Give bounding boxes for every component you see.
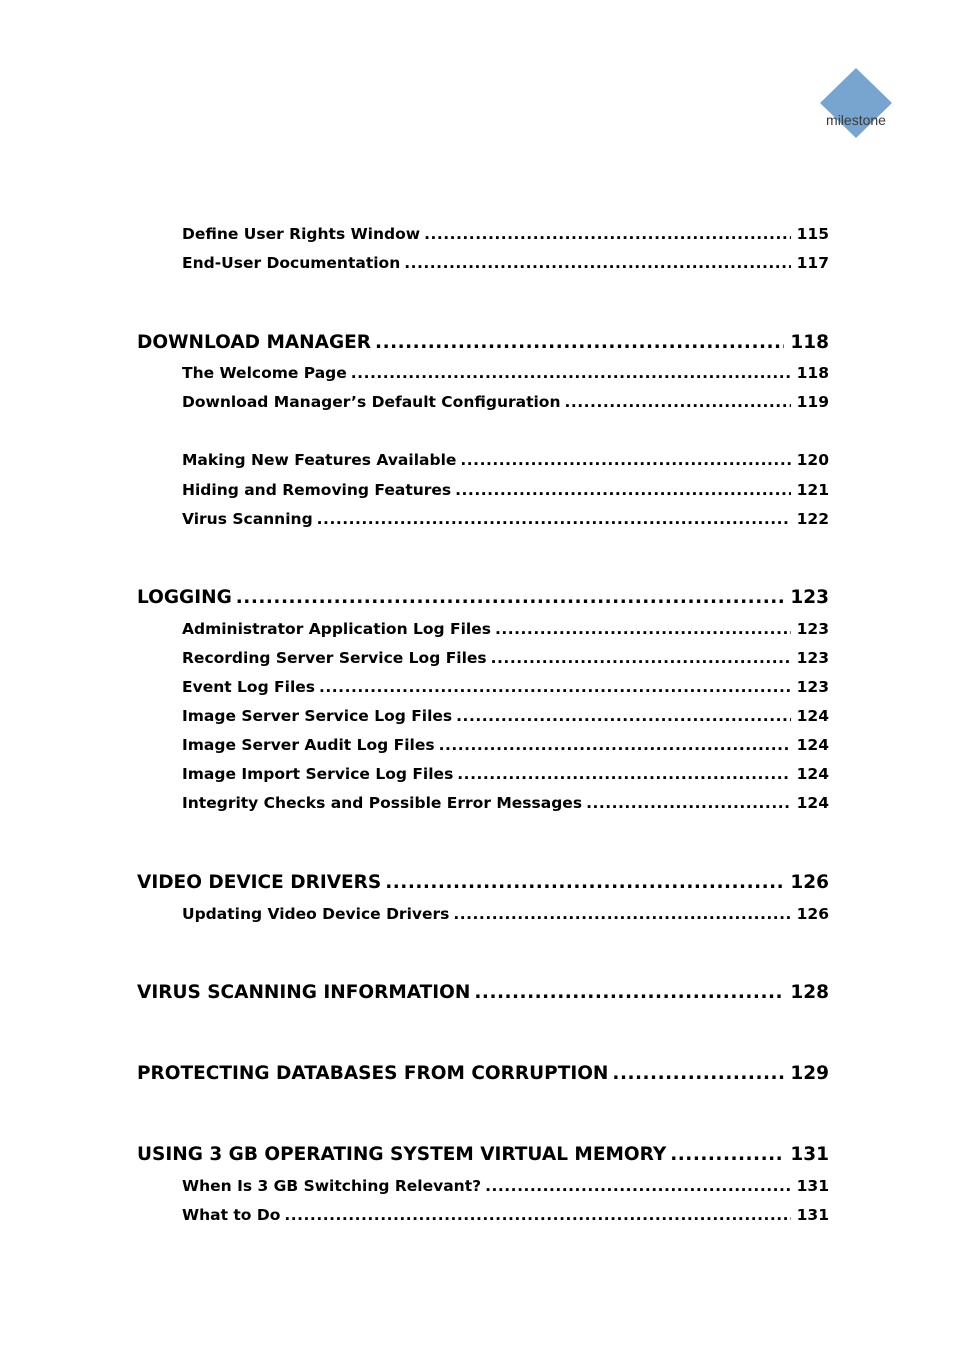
- toc-leader-dots: [439, 736, 791, 754]
- toc-leader-dots: [565, 393, 791, 411]
- toc-page-number: 124: [796, 765, 829, 783]
- toc-page-number: 126: [790, 872, 829, 893]
- toc-leader-dots: [460, 451, 790, 469]
- toc-entry-title: VIDEO DEVICE DRIVERS: [137, 872, 382, 893]
- toc-section-entry[interactable]: [182, 707, 829, 729]
- toc-leader-dots: [236, 587, 785, 608]
- toc-page-number: 129: [790, 1063, 829, 1084]
- toc-chapter-entry[interactable]: [137, 872, 829, 898]
- toc-page-number: 131: [796, 1206, 829, 1224]
- toc-section-entry[interactable]: [182, 1177, 829, 1199]
- toc-entry-title: Recording Server Service Log Files: [182, 649, 487, 667]
- toc-chapter-entry[interactable]: [137, 1144, 829, 1170]
- toc-section-entry[interactable]: [182, 620, 829, 642]
- toc-section-entry[interactable]: [182, 765, 829, 787]
- toc-section-entry[interactable]: [182, 736, 829, 758]
- toc-entry-title: VIRUS SCANNING INFORMATION: [137, 982, 471, 1003]
- toc-leader-dots: [455, 481, 790, 499]
- toc-entry-title: Event Log Files: [182, 678, 316, 696]
- toc-page-number: 124: [796, 794, 829, 812]
- toc-page-number: 123: [796, 649, 829, 667]
- toc-page-number: 123: [796, 620, 829, 638]
- toc-page-number: 124: [796, 736, 829, 754]
- toc-page-number: 131: [790, 1144, 829, 1165]
- toc-section-entry[interactable]: [182, 794, 829, 816]
- toc-entry-title: Integrity Checks and Possible Error Messages: [182, 794, 583, 812]
- toc-section-entry[interactable]: [182, 451, 829, 473]
- logo-wordmark: milestone: [826, 112, 886, 128]
- milestone-diamond-icon: [818, 66, 894, 140]
- toc-entry-title: Image Server Service Log Files: [182, 707, 453, 725]
- toc-leader-dots: [612, 1063, 784, 1084]
- toc-leader-dots: [670, 1144, 784, 1165]
- toc-section-entry[interactable]: [182, 678, 829, 700]
- toc-section-entry[interactable]: [182, 510, 829, 532]
- toc-section-entry[interactable]: [182, 225, 829, 247]
- toc-entry-title: Image Server Audit Log Files: [182, 736, 435, 754]
- toc-page-number: 123: [790, 587, 829, 608]
- toc-section-entry[interactable]: [182, 364, 829, 386]
- toc-entry-title: PROTECTING DATABASES FROM CORRUPTION: [137, 1063, 609, 1084]
- toc-entry-title: What to Do: [182, 1206, 281, 1224]
- toc-leader-dots: [453, 905, 790, 923]
- toc-leader-dots: [317, 510, 791, 528]
- toc-entry-title: Define User Rights Window: [182, 225, 421, 243]
- toc-page-number: 117: [796, 254, 829, 272]
- toc-page-number: 124: [796, 707, 829, 725]
- toc-leader-dots: [404, 254, 790, 272]
- toc-entry-title: Download Manager’s Default Configuration: [182, 393, 561, 411]
- toc-entry-title: DOWNLOAD MANAGER: [137, 332, 372, 353]
- toc-page-number: 123: [796, 678, 829, 696]
- toc-entry-title: Making New Features Available: [182, 451, 457, 469]
- toc-leader-dots: [586, 794, 791, 812]
- toc-chapter-entry[interactable]: [137, 587, 829, 613]
- toc-section-entry[interactable]: [182, 393, 829, 415]
- toc-page-number: 119: [796, 393, 829, 411]
- toc-entry-title: USING 3 GB OPERATING SYSTEM VIRTUAL MEMORY: [137, 1144, 667, 1165]
- toc-section-entry[interactable]: [182, 481, 829, 503]
- toc-section-entry[interactable]: [182, 649, 829, 671]
- toc-leader-dots: [385, 872, 784, 893]
- toc-entry-title: Updating Video Device Drivers: [182, 905, 450, 923]
- toc-chapter-entry[interactable]: [137, 332, 829, 358]
- toc-entry-title: End-User Documentation: [182, 254, 401, 272]
- toc-leader-dots: [424, 225, 791, 243]
- toc-entry-title: Hiding and Removing Features: [182, 481, 452, 499]
- toc-section-entry[interactable]: [182, 254, 829, 276]
- toc-leader-dots: [491, 649, 791, 667]
- toc-section-entry[interactable]: [182, 1206, 829, 1228]
- toc-page-number: 118: [790, 332, 829, 353]
- toc-leader-dots: [284, 1206, 790, 1224]
- toc-leader-dots: [319, 678, 791, 696]
- toc-page-number: 122: [796, 510, 829, 528]
- toc-leader-dots: [485, 1177, 791, 1195]
- toc-leader-dots: [495, 620, 791, 638]
- toc-entry-title: Virus Scanning: [182, 510, 313, 528]
- toc-page-number: 121: [796, 481, 829, 499]
- toc-section-entry[interactable]: [182, 905, 829, 927]
- toc-page-number: 128: [790, 982, 829, 1003]
- toc-entry-title: When Is 3 GB Switching Relevant?: [182, 1177, 482, 1195]
- toc-page-number: 131: [796, 1177, 829, 1195]
- toc-leader-dots: [457, 765, 790, 783]
- toc-chapter-entry[interactable]: [137, 1063, 829, 1089]
- toc-leader-dots: [474, 982, 784, 1003]
- toc-entry-title: The Welcome Page: [182, 364, 347, 382]
- toc-chapter-entry[interactable]: [137, 982, 829, 1008]
- toc-leader-dots: [375, 332, 784, 353]
- toc-entry-title: LOGGING: [137, 587, 232, 608]
- toc-page-number: 126: [796, 905, 829, 923]
- toc-page-number: 115: [796, 225, 829, 243]
- toc-leader-dots: [456, 707, 790, 725]
- toc-leader-dots: [351, 364, 791, 382]
- toc-entry-title: Administrator Application Log Files: [182, 620, 491, 638]
- toc-page-number: 118: [796, 364, 829, 382]
- milestone-logo: [818, 66, 894, 140]
- toc-entry-title: Image Import Service Log Files: [182, 765, 454, 783]
- toc-page-number: 120: [796, 451, 829, 469]
